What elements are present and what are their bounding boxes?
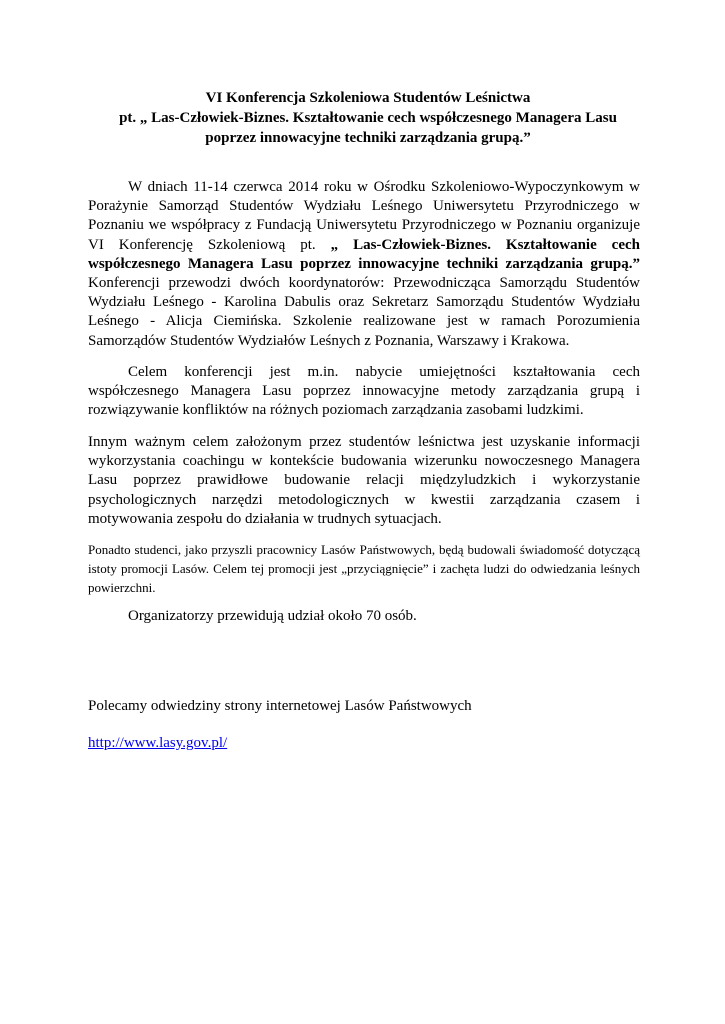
paragraph-participants: Organizatorzy przewidują udział około 70 osób.	[128, 608, 417, 624]
title-line-2: pt. „ Las-Człowiek-Biznes. Kształtowanie cech współczesnego Managera Lasu	[119, 110, 617, 126]
title-line-3: poprzez innowacyjne techniki zarządzania grupą.”	[205, 130, 531, 146]
conference-title-bold: „ Las-Człowiek-Biznes. Kształtowanie cech współczesnego Managera Lasu poprzez innowacyjne techniki zarządzania grupą.”	[88, 236, 640, 272]
lasy-website-link[interactable]: http://www.lasy.gov.pl/	[88, 735, 228, 751]
paragraph-intro	[88, 178, 640, 351]
paragraph-intro-rest: Konferencji przewodzi dwóch koordynatorów: Przewodnicząca Samorządu Studentów Wydziału Leśnego - Karolina Dabulis oraz Sekretarz Samorządu Studentów Wydziału Leśnego - Alicja Ciemińska. Szkolenie realizowane jest w ramach Porozumienia Samorządów Studentów Wydziałów Leśnych z Poznania, Warszawy i Krakowa.	[88, 275, 640, 349]
paragraph-intro-text: W dniach 11-14 czerwca 2014 roku w Ośrodku Szkoleniowo-Wypoczynkowym w Porażynie Samorząd Studentów Wydziału Leśnego Uniwersytetu Przyrodniczego w Poznaniu we współpracy z Fundacją Uniwersytetu Przyrodniczego w Poznaniu organizuje VI Konferencję Szkoleniową pt.	[88, 179, 640, 253]
title-line-1: VI Konferencja Szkoleniowa Studentów Leśnictwa	[205, 90, 531, 106]
paragraph-goal: Celem konferencji jest m.in. nabycie umiejętności kształtowania cech współczesnego Managera Lasu poprzez innowacyjne metody zarządzania grupą i rozwiązywanie konfliktów na różnych poziomach zarządzania zasobami ludzkimi.	[88, 364, 640, 419]
paragraph-recommendation: Polecamy odwiedziny strony internetowej Lasów Państwowych	[88, 698, 472, 714]
paragraph-other-goal: Innym ważnym celem założonym przez studentów leśnictwa jest uzyskanie informacji wykorzystania coachingu w kontekście budowania wizerunku nowoczesnego Managera Lasu poprzez prawidłowe budowanie relacji międzyludzkich i wykorzystanie psychologicznych narzędzi metodologicznych w kwestii zarządzania czasem i motywowania zespołu do działania w trudnych sytuacjach.	[88, 434, 640, 527]
paragraph-promotion: Ponadto studenci, jako przyszli pracownicy Lasów Państwowych, będą budowali świadomość dotyczącą istoty promocji Lasów. Celem tej promocji jest „przyciągnięcie” i zachęta ludzi do odwiedzania leśnych powierzchni.	[88, 542, 640, 595]
